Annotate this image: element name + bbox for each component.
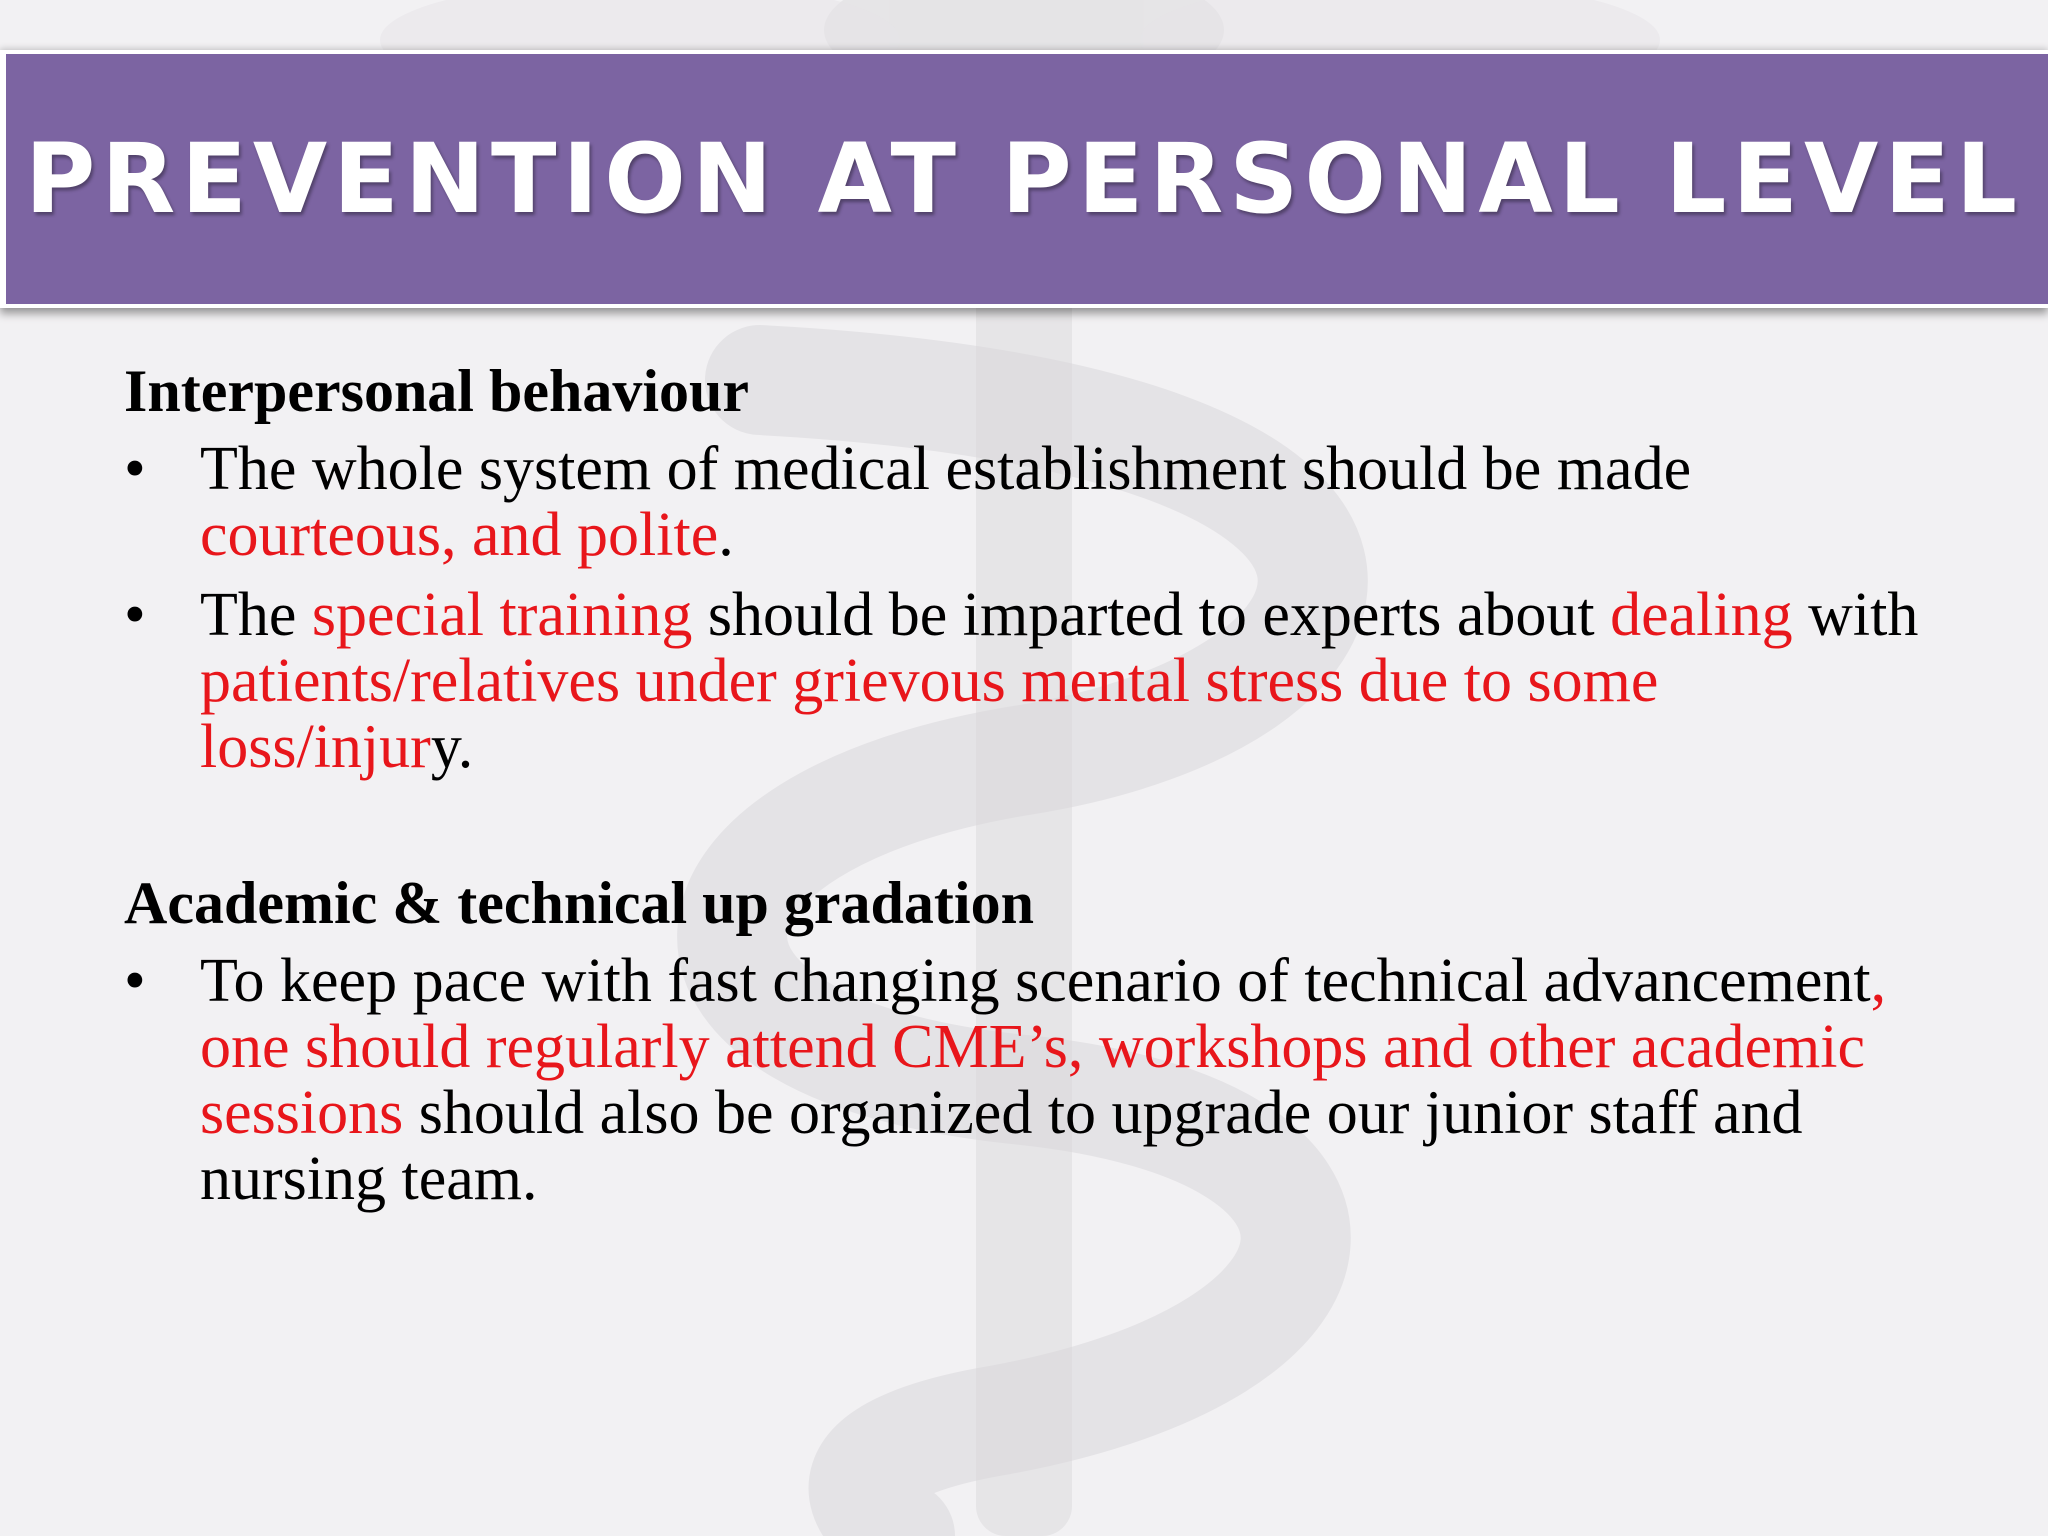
text-segment: . [718,501,734,569]
text-segment: y. [430,713,474,781]
bullet-marker: • [124,435,146,503]
list-item [124,436,1944,568]
bullet-text [200,947,1886,1213]
title-banner [0,50,2048,308]
list-item [124,948,1944,1212]
list-item [124,582,1944,780]
bullet-marker: • [124,581,146,649]
slide-content [124,358,1944,1226]
text-segment: To keep pace with fast changing scenario of technical advancement [200,947,1871,1015]
bullet-list [124,948,1944,1212]
bullet-text [200,435,1691,569]
bullet-marker: • [124,947,146,1015]
text-segment: with [1792,581,1919,649]
highlighted-text: special training [311,581,693,649]
page-title: PREVENTION AT PERSONAL LEVEL [24,123,2024,235]
bullet-text [200,581,1918,781]
section-interpersonal [124,358,1944,780]
highlighted-text: courteous, and polite [200,501,719,569]
highlighted-text: patients/relatives under grievous mental stress due to some loss/injur [200,647,1659,781]
text-segment: The whole system of medical establishment should be made [200,435,1692,503]
highlighted-text: dealing [1610,581,1793,649]
text-segment: The [200,581,312,649]
section-heading: Academic & technical up gradation [124,870,1034,936]
section-academic [124,870,1944,1212]
bullet-list [124,436,1944,780]
section-heading: Interpersonal behaviour [124,358,750,424]
section-spacer [124,794,1944,870]
highlighted-text: , one should regularly attend CME’s, workshops and other academic sessions [200,947,1887,1147]
text-segment: should be imparted to experts about [692,581,1611,649]
text-segment: should also be organized to upgrade our junior staff and nursing team. [200,1079,1803,1213]
